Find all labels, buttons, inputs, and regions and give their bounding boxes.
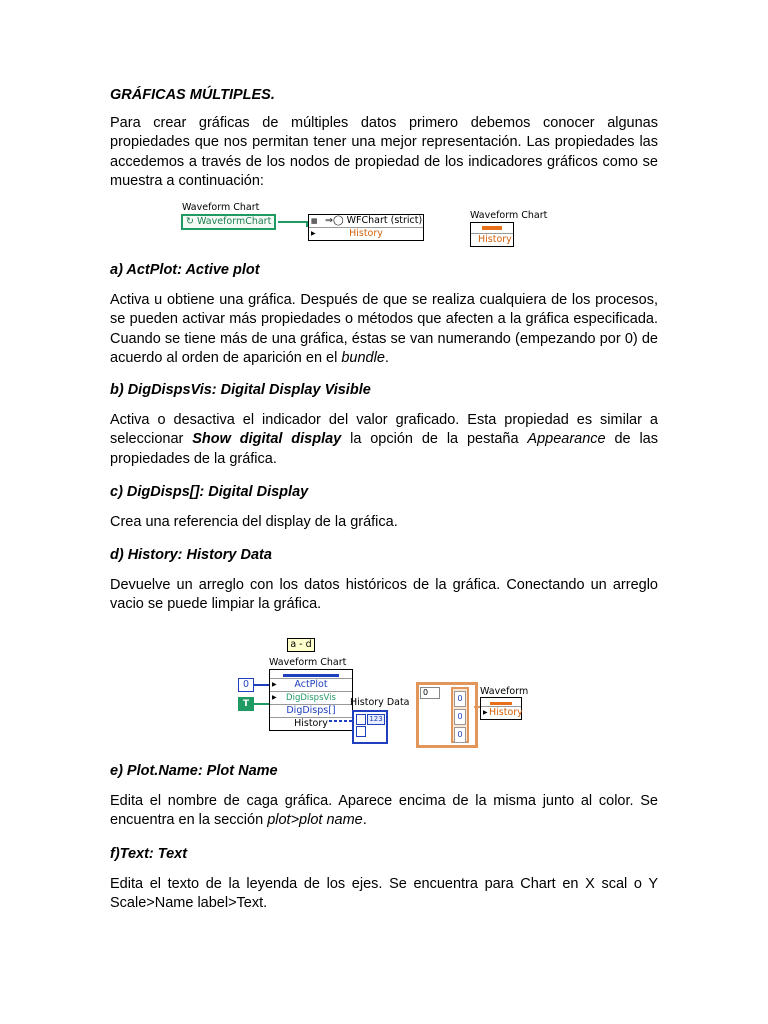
chart-label: Waveform Chart <box>269 657 347 668</box>
indicator-node <box>470 222 514 247</box>
const-zero: 0 <box>238 678 254 692</box>
section-f <box>110 845 658 914</box>
history-data-cluster <box>352 710 388 744</box>
section-b-text-2: la opción de la pestaña <box>341 431 528 448</box>
cluster-array-icon <box>356 714 366 725</box>
array-elements <box>451 687 469 743</box>
section-b <box>110 381 658 469</box>
section-a-text-main: Activa u obtiene una gráfica. Después de que se realiza cualquiera de los procesos, se pueden activar más propiedades o métodos que afecten a la gráfica especificada. Cuando se tiene más de una gráfica, éstas se van numerando (empezando por 0) de acuerdo al orden de aparición en el <box>110 292 658 366</box>
array-index: 0 <box>420 687 440 699</box>
case-selector-label: a - d <box>287 638 315 652</box>
section-e-text <box>110 792 658 831</box>
grid-icon: ▦ <box>311 217 318 225</box>
waveform-icon <box>490 702 512 705</box>
indicator-label: Waveform Chart <box>470 210 548 221</box>
section-a <box>110 261 658 368</box>
property-row-history: ▶ History <box>309 227 423 240</box>
section-e-heading: e) Plot.Name: Plot Name <box>110 763 278 779</box>
cluster-numeric: 123 <box>367 714 385 725</box>
waveform-node <box>480 697 522 720</box>
diagram-property-node <box>180 202 560 252</box>
section-b-text-bold: Show digital display <box>192 431 342 448</box>
array-element: 0 <box>454 709 466 725</box>
page-title <box>110 86 658 104</box>
chart-reference <box>181 214 276 230</box>
section-b-heading: b) DigDispsVis: Digital Display Visible <box>110 382 371 398</box>
title-heading: GRÁFICAS MÚLTIPLES. <box>110 87 275 103</box>
section-e <box>110 762 658 831</box>
waveform-header <box>481 698 521 706</box>
section-d-text: Devuelve un arreglo con los datos históricos de la gráfica. Conectando un arreglo vacio se puede limpiar la gráfica. <box>110 577 658 613</box>
section-d <box>110 546 658 615</box>
reference-wire <box>278 221 308 223</box>
wire-actplot <box>253 684 269 686</box>
waveform-label: Waveform <box>480 686 529 697</box>
array-element: 0 <box>454 727 466 743</box>
section-b-text-1: Activa o desactiva el indicador del valor graficado. Esta propiedad es similar a seleccionar <box>110 412 658 448</box>
chart-property-header <box>270 670 352 678</box>
const-true: T <box>238 697 254 711</box>
intro-text: Para crear gráficas de múltiples datos primero debemos conocer algunas propiedades que nos permitan tener una mejor representación. Las propiedades las accedemos a través de los nodos de propiedad de los indicadores gráficos como se muestra a continuación: <box>110 115 658 189</box>
wire-history <box>329 720 353 722</box>
wire-digdispsvis <box>253 703 269 705</box>
property-node-header <box>309 215 423 227</box>
section-c-heading: c) DigDisps[]: Digital Display <box>110 484 309 500</box>
diagram-history-data <box>236 636 546 746</box>
chart-reference-text: WaveformChart <box>196 216 272 227</box>
section-e-text-italic: plot>plot name <box>267 812 363 829</box>
section-b-text-italic: Appearance <box>527 431 606 448</box>
chart-icon <box>482 226 502 230</box>
section-a-heading: a) ActPlot: Active plot <box>110 262 260 278</box>
waveform-property-history: ▶ History <box>481 706 521 719</box>
property-row-actplot: ▶ ActPlot <box>270 678 352 691</box>
section-d-heading: d) History: History Data <box>110 547 272 563</box>
section-c <box>110 483 658 532</box>
history-data-label: History Data <box>350 697 410 708</box>
indicator-property-history: History <box>471 233 513 246</box>
property-node <box>308 214 424 241</box>
section-b-text <box>110 411 658 469</box>
indicator-header <box>471 223 513 233</box>
property-row-history: History <box>270 717 352 730</box>
chart-ref-label: Waveform Chart <box>182 202 260 213</box>
section-e-text-end: . <box>362 812 367 829</box>
chart-icon <box>283 674 339 677</box>
property-row-digdispsvis: ▶ DigDispsVis <box>270 691 352 704</box>
section-b-text-3: de las propiedades de la gráfica. <box>110 431 658 467</box>
wfchart-strict-text: ⇒◯ <box>325 215 347 226</box>
cluster-time-icon <box>356 726 366 737</box>
intro-paragraph <box>110 114 658 191</box>
property-row-digdisps: DigDisps[] <box>270 704 352 717</box>
section-a-text-end: . <box>384 349 389 366</box>
section-a-text <box>110 291 658 368</box>
section-c-text: Crea una referencia del display de la gráfica. <box>110 514 398 530</box>
section-f-text: Edita el texto de la leyenda de los ejes. Se encuentra para Chart en X scal o Y Scale>Name label>Text. <box>110 876 658 912</box>
property-node-title: WFChart (strict) <box>346 215 423 226</box>
reference-icon: ↻ <box>186 216 197 227</box>
section-a-text-italic: bundle <box>341 349 385 366</box>
section-f-heading: f)Text: Text <box>110 846 188 862</box>
array-constant <box>416 682 478 748</box>
array-element: 0 <box>454 691 466 707</box>
section-e-text-main: Edita el nombre de caga gráfica. Aparece encima de la misma junto al color. Se encuentra en la sección <box>110 793 658 829</box>
